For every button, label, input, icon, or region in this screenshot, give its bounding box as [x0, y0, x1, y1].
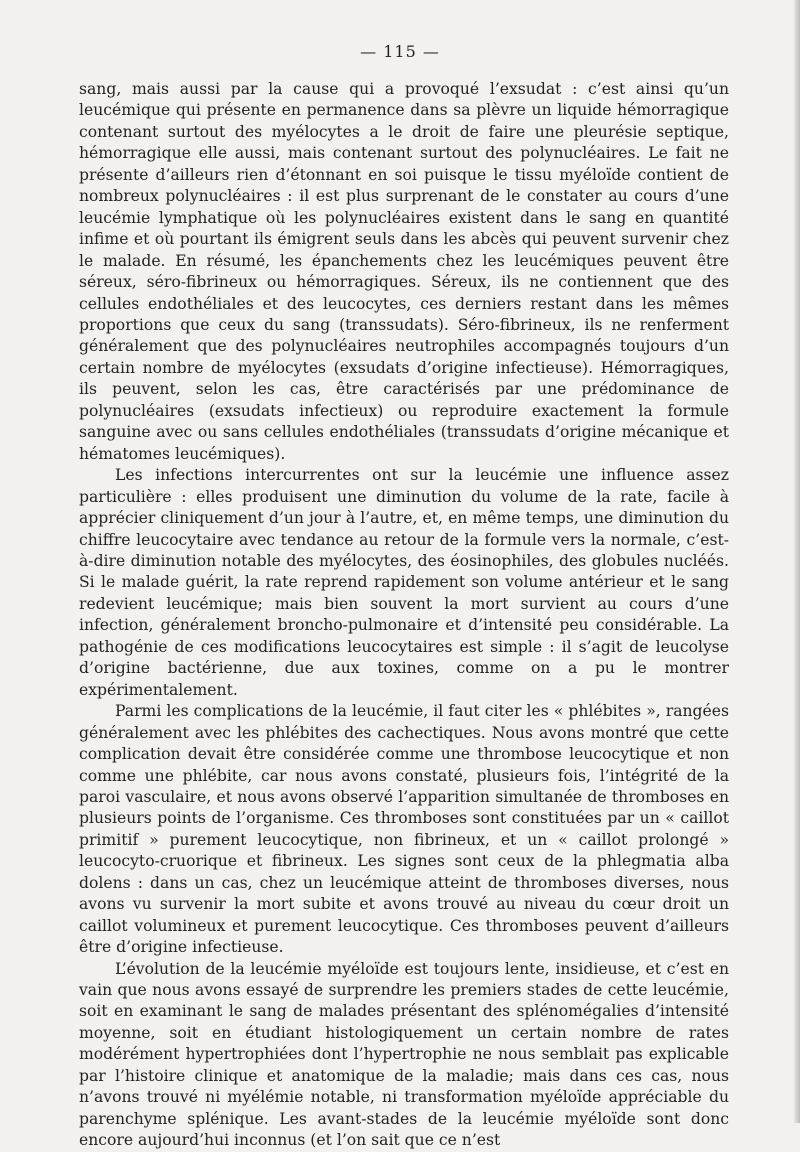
- page-edge-shadow: [794, 0, 800, 1123]
- paragraph-complications: Parmi les complications de la leucémie, il faut citer les « phlébites », rangées généralement avec les phlébites des cachectiques. Nous avons montré que cette complication devait être considérée comme une thrombose leucocytique et non comme une phlébite, car nous avons constaté, plusieurs fois, l’intégrité de la paroi vasculaire, et nous avons observé l’apparition simultanée de thromboses en plusieurs points de l’organisme. Ces thromboses sont constituées par un « caillot primitif » purement leucocytique, non fibrineux, et un « caillot prolongé » leucocyto-cruorique et fibrineux. Les signes sont ceux de la phlegmatia alba dolens : dans un cas, chez un leucémique atteint de thromboses diverses, nous avons vu survenir la mort subite et avons trouvé au niveau du cœur droit un caillot volumineux et purement leucocytique. Ces thromboses peuvent d’ailleurs être d’origine infectieuse.: [79, 702, 729, 957]
- paragraph-exsudats: sang, mais aussi par la cause qui a provoqué l’exsudat : c’est ainsi qu’un leucémique qui présente en permanence dans sa plèvre un liquide hémorragique contenant surtout des myélocytes a le droit de faire une pleurésie septique, hémorragique elle aussi, mais contenant surtout des polynucléaires. Le fait ne présente d’ailleurs rien d’étonnant en soi puisque le tissu myéloïde contient de nombreux polynucléaires : il est plus surprenant de le constater au cours d’une leucémie lymphatique où les polynucléaires existent dans le sang en quantité infime et où pourtant ils émigrent seuls dans les abcès qui peuvent survenir chez le malade. En résumé, les épanchements chez les leucémiques peuvent être séreux, séro-fibrineux ou hémorragiques. Séreux, ils ne contiennent que des cellules endothéliales et des leucocytes, ces derniers restant dans les mêmes proportions que ceux du sang (transsudats). Séro-fibrineux, ils ne renferment généralement que des polynucléaires neutrophiles accompagnés toujours d’un certain nombre de myélocytes (exsudats d’origine infectieuse). Hémorragiques, ils peuvent, selon les cas, être caractérisés par une prédominance de polynucléaires (exsudats infectieux) ou reproduire exactement la formule sanguine avec ou sans cellules endothéliales (transsudats d’origine mécanique et hématomes leucémiques).: [79, 80, 729, 463]
- paragraph-evolution: L’évolution de la leucémie myéloïde est toujours lente, insidieuse, et c’est en vain que nous avons essayé de surprendre les premiers stades de cette leucémie, soit en examinant le sang de malades présentant des splénomégalies d’intensité moyenne, soit en étudiant histologiquement un certain nombre de rates modérément hypertrophiées dont l’hypertrophie ne nous semblait pas explicable par l’histoire clinique et anatomique de la maladie; mais dans ces cas, nous n’avons trouvé ni myélémie notable, ni transformation myéloïde appréciable du parenchyme splénique. Les avant-stades de la leucémie myéloïde sont donc encore aujourd’hui inconnus (et l’on sait que ce n’est: [79, 959, 729, 1150]
- paragraph-infections: Les infections intercurrentes ont sur la leucémie une influence assez particulière : elles produisent une diminution du volume de la rate, facile à apprécier cliniquement d’un jour à l’autre, et, en même temps, une diminution du chiffre leucocytaire avec tendance au retour de la formule vers la normale, c’est-à-dire diminution notable des myélocytes, des éosinophiles, des globules nucléés. Si le malade guérit, la rate reprend rapidement son volume antérieur et le sang redevient leucémique; mais bien souvent la mort survient au cours d’une infection, généralement broncho-pulmonaire et d’intensité peu considérable. La pathogénie de ces modifications leucocytaires est simple : il s’agit de leucolyse d’origine bactérienne, due aux toxines, comme on a pu le montrer expérimentalement.: [79, 466, 729, 699]
- page-number: — 115 —: [360, 42, 440, 61]
- body-text: [79, 79, 729, 1152]
